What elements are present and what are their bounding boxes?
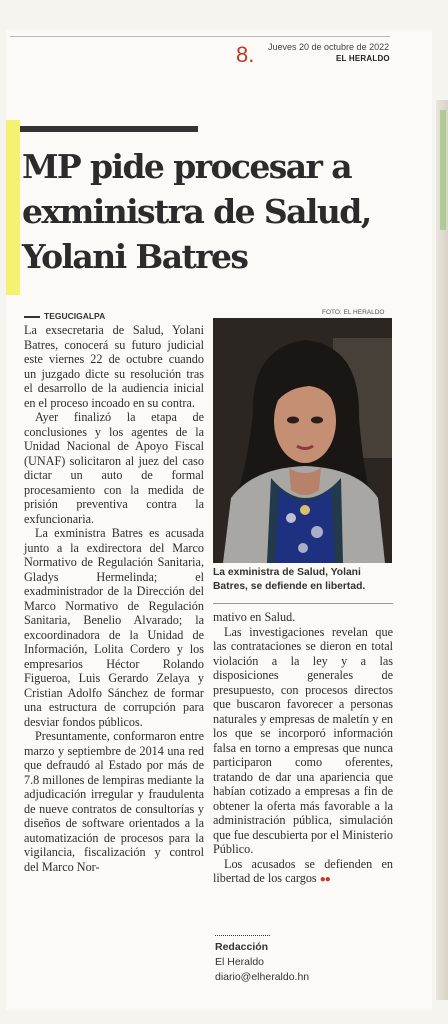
adjacent-page-edge	[436, 100, 448, 1000]
headline: MP pide procesar a exministra de Salud, Yolani Batres	[22, 147, 371, 276]
signature-email: diario@elheraldo.hn	[215, 971, 310, 983]
paragraph: mativo en Salud.	[213, 610, 296, 624]
paragraph: Las investigaciones revelan que las contrataciones se dieron en total violación a la ley y a las disposiciones generales de presupuesto, con procesos directos que buscaron favorecer a personas naturales y empresas de maletín y en los que se incorporó información falsa en torno a empresas que nunca participaron como oferentes, tratando de dar una apariencia que habían cotizado a empresas a fin de obtener la oferta más favorable a la administración pública, simulación que fue descubierta por el Ministerio Público.	[213, 624, 393, 856]
signature-title: Redacción	[215, 941, 269, 953]
portrait-illustration	[213, 318, 392, 563]
headline-rule	[20, 126, 198, 132]
issue-date: Jueves 20 de octubre de 2022	[268, 42, 390, 52]
header-rule	[10, 36, 390, 37]
photo-credit: FOTO: EL HERALDO	[322, 309, 385, 316]
article-column-left	[24, 323, 204, 874]
paragraph-final: Los acusados se defienden en libertad de los cargos ●●	[213, 856, 393, 885]
paragraph: La exsecretaria de Salud, Yolani Batres, conocerá su futuro judicial este viernes 22 de octubre cuando un juzgado dicte su resolución tras el desarrollo de la audiencia inicial en el proceso incoado en su contra.	[24, 323, 204, 410]
photo-caption: La exministra de Salud, Yolani Batres, se defiende en libertad.	[213, 567, 366, 592]
signature-divider	[215, 935, 270, 936]
article-column-right	[213, 610, 393, 888]
paragraph: La exministra Batres es acusada junto a la exdirectora del Marco Normativo de Regulación Sanitaria, Gladys Hermelinda; el exadministrador de la Dirección del Marco Normativo de Regulación Sanitaria, Benelio Alvarado; la excoordinadora de la Unidad de Información, Lolita Cordero y los empresarios Héctor Rolando Figueroa, Luis Gerardo Zelaya y Cristian Adolfo Sánchez de formar una estructura de corrupción para desviar fondos públicos.	[24, 526, 204, 729]
dateline: TEGUCIGALPA	[24, 311, 105, 321]
paragraph: Ayer finalizó la etapa de conclusiones y los agentes de la Unidad Nacional de Apoyo Fiscal (UNAF) solicitaron al juez del caso dictar un auto de formal procesamiento con la medida de prisión preventiva contra la exfuncionaria.	[24, 410, 204, 526]
portrait-photo	[213, 318, 392, 563]
signature-name: El Heraldo	[215, 956, 265, 968]
newspaper-name: EL HERALDO	[336, 54, 390, 63]
end-mark-icon: ●●	[319, 874, 330, 885]
highlighter-mark	[6, 120, 20, 295]
adjacent-page-color-strip	[440, 110, 446, 230]
caption-rule	[213, 603, 393, 604]
page-number: 8.	[236, 42, 255, 67]
paragraph: Presuntamente, conformaron entre marzo y septiembre de 2014 una red que defraudó al Estado por más de 7.8 millones de lempiras mediante la adjudicación irregular y fraudulenta de nueve contratos de consultorías y diseños de software orientados a la automatización de procesos para la vigilancia, fiscalización y control del Marco Nor-	[24, 729, 204, 874]
